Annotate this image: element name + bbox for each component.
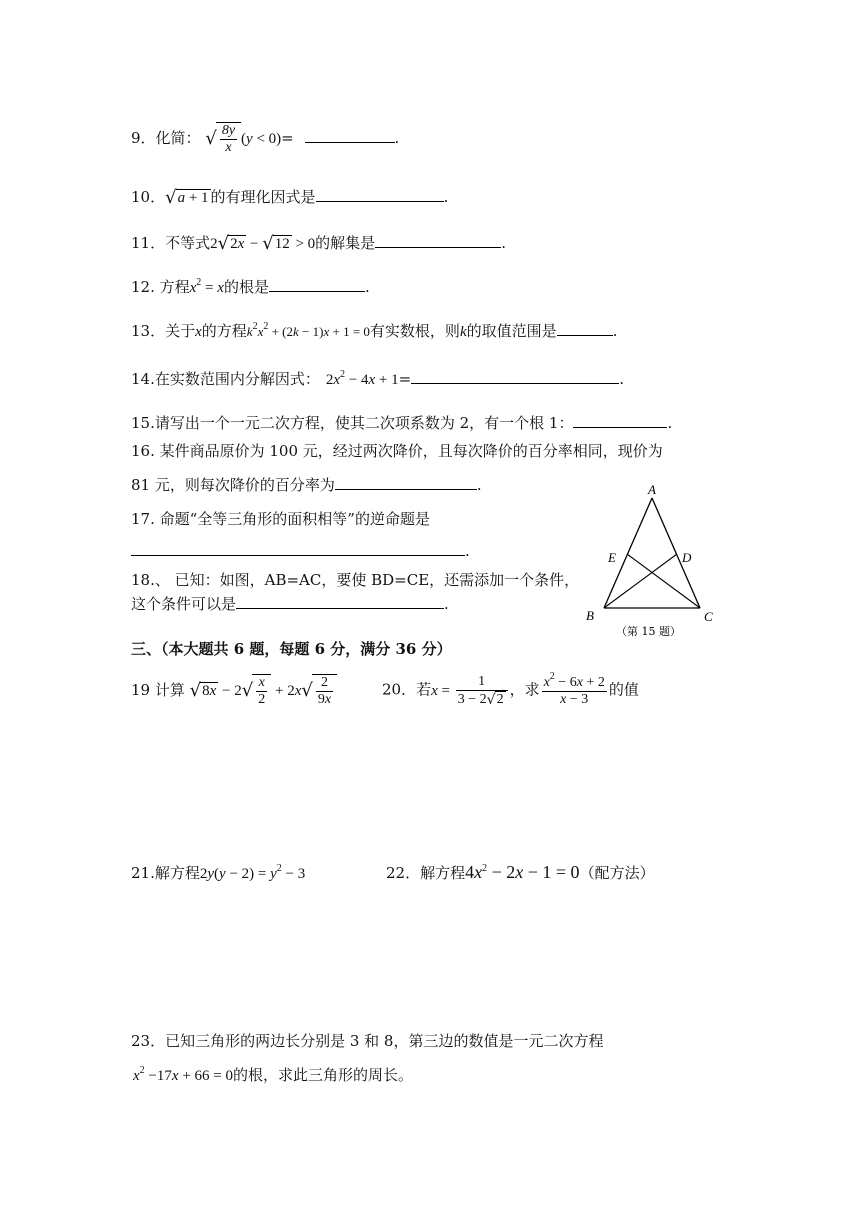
question-18-line-2 <box>131 593 449 614</box>
triangle-figure <box>580 480 730 640</box>
question-16-line-1: 16. 某件商品原价为 100 元，经过两次降价，且每次降价的百分率相同，现价为 <box>131 442 663 460</box>
q22-label: 22．解方程 <box>386 864 466 882</box>
q11-number: 11．不等式 <box>131 234 211 252</box>
question-23-line-1: 23．已知三角形的两边长分别是 3 和 8，第三边的数值是一元二次方程 <box>131 1032 604 1050</box>
question-18-line-1: 18.、 已知：如图，AB=AC，要使 BD=CE，还需添加一个条件， <box>131 571 580 589</box>
section-3-heading: 三、（本大题共 6 题，每题 6 分，满分 36 分） <box>131 640 452 658</box>
q23-text: 的根，求此三角形的周长。 <box>232 1066 413 1084</box>
question-14 <box>131 368 624 389</box>
q20-label: 20．若 <box>382 680 432 699</box>
q12-number: 12. 方程 <box>131 278 190 296</box>
q16-answer-blank <box>335 475 477 490</box>
q17-period: . <box>465 542 470 560</box>
q13-text-3: 的取值范围是 <box>466 322 557 340</box>
question-17-answer <box>131 541 470 560</box>
q9-period: . <box>394 129 400 148</box>
q14-number: 14.在实数范围内分解因式： <box>131 370 320 388</box>
q21-label: 21.解方程 <box>131 864 200 882</box>
q10-text: 的有理化因式是 <box>210 188 316 206</box>
q13-text-2: 有实数根，则 <box>369 322 460 340</box>
q10-answer-blank <box>316 187 444 202</box>
question-22 <box>386 862 655 883</box>
q10-period: . <box>443 188 449 206</box>
question-16-line-2 <box>131 474 482 495</box>
q12-period: . <box>364 278 370 296</box>
question-17: 17. 命题“全等三角形的面积相等”的逆命题是 <box>131 510 430 528</box>
q20-text: ，求 <box>509 680 540 699</box>
q9-answer-blank <box>305 128 395 143</box>
q14-period: . <box>619 370 624 388</box>
q14-expression: $2x^2 - 4x + 1$ <box>325 369 399 388</box>
question-20 <box>382 670 639 709</box>
q9-number: 9．化简： <box>131 129 201 148</box>
q21-expression: $2y(y - 2) = y^2 - 3$ <box>199 863 306 882</box>
q12-answer-blank <box>269 277 365 292</box>
q10-number: 10． <box>131 188 166 206</box>
q18-answer-blank <box>236 594 444 609</box>
q13-var-x: x <box>195 324 202 340</box>
q11-expression: 2√2x − √12 > 0 <box>210 233 316 254</box>
question-11 <box>131 232 506 254</box>
q11-text: 的解集是 <box>315 234 376 252</box>
label-d: D <box>682 550 692 565</box>
q13-period: . <box>612 322 618 340</box>
q16-period: . <box>476 476 482 494</box>
question-21 <box>131 862 305 883</box>
q11-answer-blank <box>375 233 501 248</box>
q22-expression: $4x^2 - 2x - 1 = 0$ <box>465 862 580 882</box>
q19-label: 19 计算 <box>131 681 185 700</box>
q13-number: 13．关于 <box>131 322 196 340</box>
q9-equals: = <box>281 129 299 148</box>
question-15 <box>131 412 672 433</box>
q20-tail: 的值 <box>608 680 639 699</box>
q13-text: 的方程 <box>201 322 247 340</box>
label-b: B <box>586 608 594 623</box>
label-c: C <box>704 609 713 624</box>
q18-period: . <box>444 595 449 613</box>
q20-expression-x: x = $\frac{1}{3 - 2√2}$ <box>431 683 509 699</box>
question-23-line-2 <box>133 1064 413 1085</box>
q15-answer-blank <box>573 413 667 428</box>
question-12 <box>131 276 370 297</box>
q15-text: 15.请写出一个一元二次方程，使其二次项系数为 2，有一个根 1： <box>131 414 574 432</box>
q12-text: 的根是 <box>223 278 269 296</box>
q14-equals: = <box>398 370 412 388</box>
q22-tail: （配方法） <box>579 864 655 882</box>
q20-expression-frac: $\frac{x^2 - 6x + 2}{x - 3}$ <box>543 670 605 707</box>
q16-text: 81 元，则每次降价的百分率为 <box>131 476 335 494</box>
question-13 <box>131 320 617 341</box>
figure-caption: （第 15 题） <box>616 625 681 638</box>
label-a: A <box>648 482 656 497</box>
side-ac <box>652 498 700 608</box>
q13-answer-blank <box>557 321 613 336</box>
q12-expression: $x^2 = x$ <box>189 277 224 296</box>
q15-period: . <box>667 414 673 432</box>
q10-expression: √a + 1 <box>165 187 209 208</box>
label-e: E <box>608 550 616 565</box>
q13-expression: $k^2x^2 + (2k - 1)x + 1 = 0$ <box>246 321 370 339</box>
q9-expression: √ $\frac{8y}{x}$ (y < 0) <box>205 123 282 156</box>
q14-answer-blank <box>411 369 619 384</box>
q19-expression: √8x − 2√ $\frac{x}{2}$ + 2x√ $\frac{2}{9x}$ <box>190 683 337 699</box>
question-9 <box>131 122 399 156</box>
q18-text: 这个条件可以是 <box>131 595 237 613</box>
q11-period: . <box>501 234 506 252</box>
question-10 <box>131 186 448 208</box>
q13-var-k: k <box>459 324 467 340</box>
q23-expression: $x^2 -17x + 66 = 0$ <box>133 1065 233 1084</box>
question-19 <box>131 674 337 708</box>
q17-answer-blank <box>131 541 465 556</box>
